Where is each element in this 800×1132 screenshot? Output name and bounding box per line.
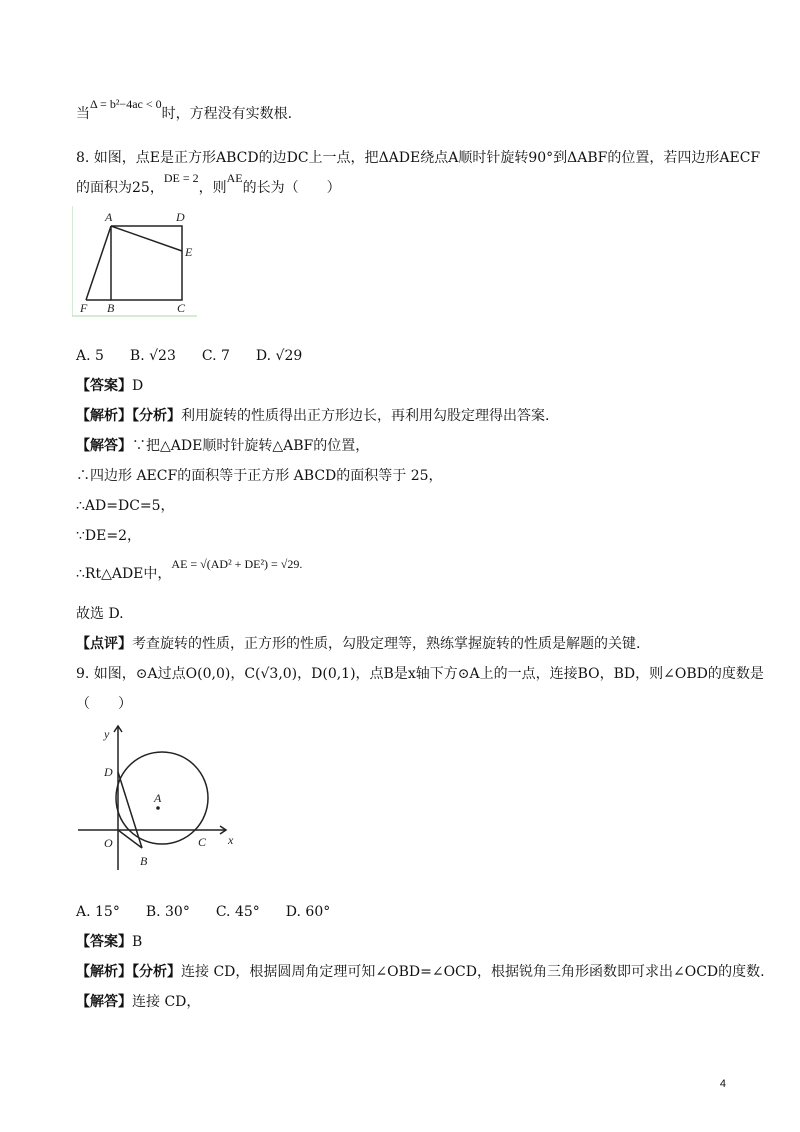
label-b: B <box>107 301 115 315</box>
answer-tag: 【答案】 <box>76 378 132 394</box>
q8-solution-4 <box>76 526 141 546</box>
q9-line1 <box>76 664 764 684</box>
q9-option-d: D. 60° <box>285 904 331 920</box>
analysis-sub-tag: 【分析】 <box>132 964 181 980</box>
q8-option-d: D. √29 <box>255 348 303 364</box>
q8-option-c: C. 7 <box>201 348 230 364</box>
q8-text-d: ，则 <box>198 180 227 196</box>
comment-tag: 【点评】 <box>76 636 132 652</box>
analysis-sub-tag: 【分析】 <box>132 408 181 424</box>
q8-text-c: 的面积为25， <box>76 180 164 196</box>
q8-options <box>76 346 328 366</box>
label-o: O <box>104 836 113 850</box>
q8-text-b: ΔADE绕点A顺时针旋转90°到ΔABF的位置，若四边形AECF <box>378 150 761 166</box>
q9-solution-1 <box>76 992 200 1012</box>
analysis-tag: 【解析】 <box>76 964 132 980</box>
solution-step-1: ∵把△ADE顺时针旋转△ABF的位置， <box>132 438 370 454</box>
square-abcd <box>111 226 182 300</box>
solution-step-3: ∴AD=DC=5， <box>76 498 175 514</box>
q8-line2 <box>76 171 341 198</box>
segment-ae <box>111 226 182 251</box>
solution-tag: 【解答】 <box>76 438 132 454</box>
solution-tag: 【解答】 <box>76 994 132 1010</box>
label-a: A <box>154 791 162 805</box>
q8-solution-5 <box>76 557 303 584</box>
label-d: D <box>104 765 113 779</box>
q8-ae-formula: AE <box>226 171 243 185</box>
q8-option-b: B. √23 <box>129 348 176 364</box>
q9-answer <box>76 932 142 952</box>
center-point-a <box>156 806 160 810</box>
q9-text: 9. 如图，⊙A过点O(0,0)，C(√3,0)，D(0,1)，点B是x轴下方⊙A上的一点，连接BO，BD，则∠OBD的度数是 <box>76 666 764 682</box>
q9-paren: （ ） <box>76 696 132 712</box>
label-y: y <box>104 727 110 741</box>
solution-step-5: ∴Rt△ADE中， <box>76 566 172 582</box>
q8-solution-3 <box>76 496 175 516</box>
q8-answer <box>76 376 143 396</box>
solution-step-1: 连接 CD， <box>132 994 201 1010</box>
circle-coordinate-figure <box>74 720 244 880</box>
label-x: x <box>228 833 234 847</box>
label-c: C <box>177 301 186 315</box>
q8-text-a: 8. 如图，点E是正方形ABCD的边DC上一点，把 <box>76 150 379 166</box>
answer-value: D <box>132 378 144 394</box>
top-line-suffix: 时，方程没有实数根. <box>161 106 293 122</box>
label-e: E <box>185 245 193 259</box>
analysis-text: 利用旋转的性质得出正方形边长，再利用勾股定理得出答案. <box>181 408 550 424</box>
q9-line2 <box>76 694 132 714</box>
q9-analysis <box>76 962 765 982</box>
conclusion-text: 故选 D. <box>76 606 124 622</box>
solution-step-4: ∵DE=2， <box>76 528 141 544</box>
ae-length-formula: AE = √(AD² + DE²) = √29. <box>171 557 303 571</box>
solution-step-2: ∴四边形 AECF的面积等于正方形 ABCD的面积等于 25， <box>76 468 443 484</box>
label-c: C <box>198 835 207 849</box>
q9-option-b: B. 30° <box>145 904 190 920</box>
label-b: B <box>140 854 148 868</box>
top-line <box>76 97 293 124</box>
q9-option-a: A. 15° <box>76 904 120 920</box>
label-d: D <box>176 210 185 224</box>
q8-analysis <box>76 406 549 426</box>
q8-conclusion <box>76 604 124 624</box>
square-rotation-figure <box>72 206 202 318</box>
q8-de-formula: DE = 2 <box>163 171 199 185</box>
q8-solution-1 <box>76 436 369 456</box>
analysis-text: 连接 CD，根据圆周角定理可知∠OBD=∠OCD，根据锐角三角形函数即可求出∠OCD的度数. <box>181 964 765 980</box>
label-f: F <box>80 301 88 315</box>
comment-text: 考查旋转的性质，正方形的性质，勾股定理等，熟练掌握旋转的性质是解题的关键. <box>132 636 641 652</box>
q8-comment <box>76 634 640 654</box>
q8-solution-2 <box>76 466 443 486</box>
segment-af <box>86 226 111 300</box>
q8-line1 <box>76 148 760 168</box>
answer-value: B <box>132 934 143 950</box>
segment-db <box>118 772 142 848</box>
answer-tag: 【答案】 <box>76 934 132 950</box>
page-number: 4 <box>719 1078 726 1090</box>
q8-text-e: 的长为（ ） <box>242 180 341 196</box>
discriminant-formula: Δ = b²−4ac < 0 <box>90 97 162 111</box>
top-line-prefix: 当 <box>76 106 90 122</box>
analysis-tag: 【解析】 <box>76 408 132 424</box>
q9-option-c: C. 45° <box>215 904 260 920</box>
q8-option-a: A. 5 <box>76 348 104 364</box>
label-a: A <box>105 210 113 224</box>
q9-options <box>76 902 356 922</box>
